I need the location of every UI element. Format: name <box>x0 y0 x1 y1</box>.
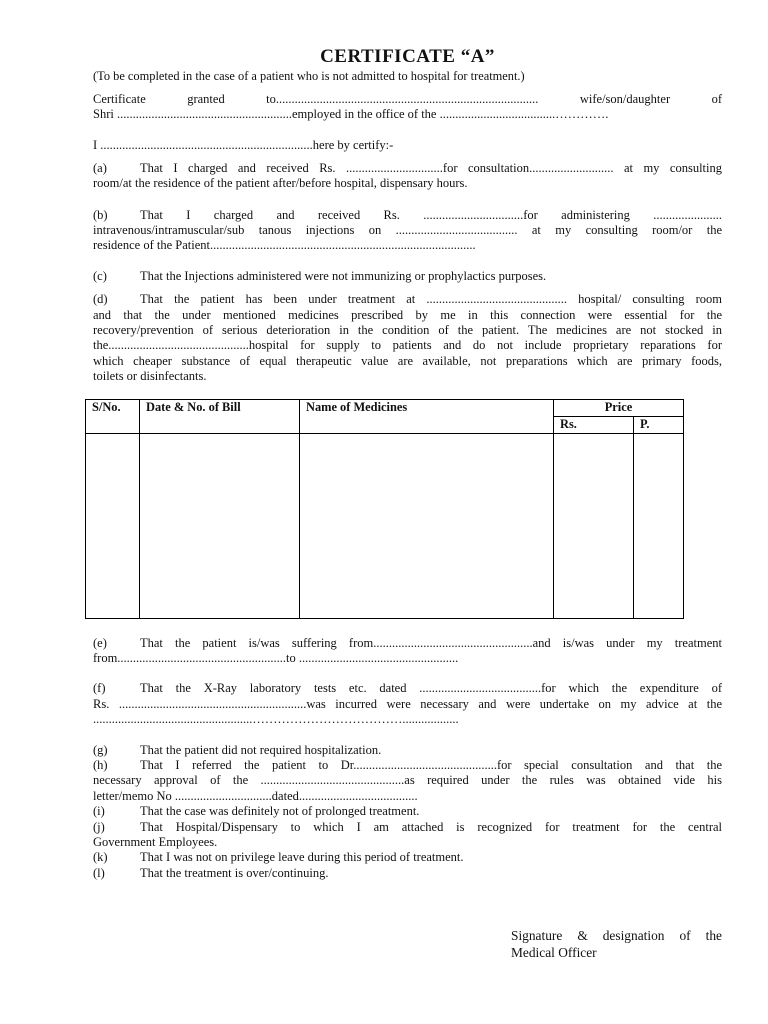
intro-line-1: Certificate granted to.................................................................................... wife/son/daughter of <box>93 92 722 106</box>
table-row <box>86 434 684 619</box>
item-i <box>93 804 722 819</box>
item-label: (b) <box>93 208 108 222</box>
item-k <box>93 850 722 865</box>
item-f-cont-2: ...................................................……………………………….................. <box>93 712 459 726</box>
item-text: That I charged and received Rs. ................................for administering ...................... <box>140 208 722 222</box>
item-f-cont-1: Rs. ............................................................was incurred were necessary and were undertake on my advice at the <box>93 697 722 711</box>
item-d <box>93 292 722 307</box>
certificate-title: CERTIFICATE “A” <box>320 46 495 67</box>
item-d-cont-3: the.............................................hospital for supply to patients and do not include proprietary reparations for <box>93 338 722 352</box>
item-label: (e) <box>93 636 107 650</box>
item-label: (i) <box>93 804 105 818</box>
subtitle: (To be completed in the case of a patient who is not admitted to hospital for treatment.) <box>93 69 525 83</box>
col-date-bill: Date & No. of Bill <box>140 400 300 434</box>
item-text: That the patient has been under treatment at ............................................. hospital/ consulting room <box>140 292 722 306</box>
cell-medicine-name[interactable] <box>300 434 554 619</box>
col-price: Price <box>554 400 684 417</box>
col-sno: S/No. <box>86 400 140 434</box>
item-b-cont-2: residence of the Patient..................................................................................... <box>93 238 476 252</box>
item-text: That I was not on privilege leave during this period of treatment. <box>140 850 464 864</box>
item-j-cont: Government Employees. <box>93 835 218 849</box>
item-d-cont-2: recovery/prevention of serious deterioration in the condition of the patient. The medicines are not stocked in <box>93 323 722 337</box>
item-h-cont-1: necessary approval of the ..............................................as required under the rules was obtained vide his <box>93 773 722 787</box>
item-e <box>93 636 722 651</box>
item-l <box>93 866 722 881</box>
item-text: That the case was definitely not of prolonged treatment. <box>140 804 420 818</box>
item-label: (h) <box>93 758 108 772</box>
cell-rs[interactable] <box>554 434 634 619</box>
item-label: (a) <box>93 161 107 175</box>
cell-sno[interactable] <box>86 434 140 619</box>
signature-block <box>511 927 722 961</box>
medicines-table <box>85 399 684 619</box>
item-h-cont-2: letter/memo No ...............................dated...................................... <box>93 789 418 803</box>
item-d-cont-1: and that the under mentioned medicines prescribed by me in this connection were essential for the <box>93 308 722 322</box>
item-text: That I charged and received Rs. ...............................for consultation........................... at my consulting <box>140 161 722 175</box>
item-text: That Hospital/Dispensary to which I am attached is recognized for treatment for the central <box>140 820 722 834</box>
item-b-cont: intravenous/intramuscular/sub tanous injections on ....................................... at my consulting room/or the <box>93 223 722 237</box>
item-label: (k) <box>93 850 108 864</box>
item-d-cont-5: toilets or disinfectants. <box>93 369 207 383</box>
item-text: That I referred the patient to Dr..............................................for special consultation and that the <box>140 758 722 772</box>
col-medicine-name: Name of Medicines <box>300 400 554 434</box>
item-label: (j) <box>93 820 105 834</box>
item-a <box>93 161 722 176</box>
item-text: That the Injections administered were not immunizing or prophylactics purposes. <box>140 269 547 283</box>
item-c <box>93 269 722 284</box>
item-label: (f) <box>93 681 106 695</box>
item-text: That the patient did not required hospitalization. <box>140 743 382 757</box>
signature-line-2: Medical Officer <box>511 945 597 960</box>
item-text: That the treatment is over/continuing. <box>140 866 329 880</box>
intro-line-2: Shri ........................................................employed in the office of the .....................................…………. <box>93 107 609 121</box>
signature-line-1: Signature & designation of the <box>511 928 722 943</box>
item-label: (g) <box>93 743 108 757</box>
certify-line: I ....................................................................here by certify:- <box>93 138 394 152</box>
item-text: That the patient is/was suffering from...................................................and is/was under my treatment <box>140 636 722 650</box>
item-b <box>93 208 722 223</box>
item-text: That the X-Ray laboratory tests etc. dated .......................................for which the expenditure of <box>140 681 722 695</box>
col-p: P. <box>634 417 684 434</box>
item-label: (d) <box>93 292 108 306</box>
col-rs: Rs. <box>554 417 634 434</box>
item-h <box>93 758 722 773</box>
item-d-cont-4: which cheaper substance of equal therapeutic value are available, not preparations which are primary foods, <box>93 354 722 368</box>
item-j <box>93 820 722 835</box>
item-a-cont: room/at the residence of the patient after/before hospital, dispensary hours. <box>93 176 468 190</box>
item-label: (l) <box>93 866 105 880</box>
item-g <box>93 743 722 758</box>
item-e-cont: from......................................................to ................................................... <box>93 651 459 665</box>
cell-date-bill[interactable] <box>140 434 300 619</box>
item-f <box>93 681 722 696</box>
item-label: (c) <box>93 269 107 283</box>
cell-p[interactable] <box>634 434 684 619</box>
